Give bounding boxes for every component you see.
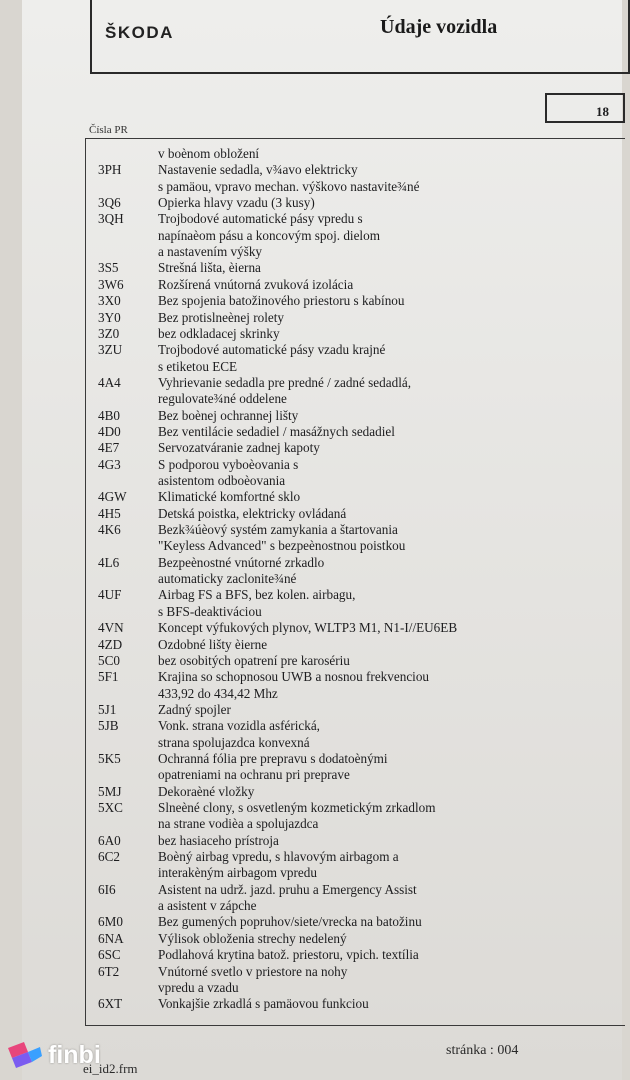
table-row xyxy=(0,342,540,358)
pr-code: 4E7 xyxy=(98,440,120,456)
table-row xyxy=(0,440,540,456)
table-row-continuation xyxy=(0,980,540,996)
table-row xyxy=(0,833,540,849)
table-row-continuation xyxy=(0,816,540,832)
table-row xyxy=(0,260,540,276)
pr-description: Bez ventilácie sedadiel / masážnych sedadiel xyxy=(158,423,395,439)
pr-code: 4UF xyxy=(98,587,122,603)
pr-code: 3Q6 xyxy=(98,195,121,211)
pr-description: na strane vodièa a spolujazdca xyxy=(158,816,319,832)
table-row xyxy=(0,457,540,473)
table-row xyxy=(0,195,540,211)
pr-code: 3Y0 xyxy=(98,309,121,325)
table-row xyxy=(0,800,540,816)
pr-description: bez osobitých opatrení pre karosériu xyxy=(158,652,350,668)
pr-description: Boèný airbag vpredu, s hlavovým airbagom a xyxy=(158,849,399,865)
pr-description: Dekoraèné vložky xyxy=(158,783,255,799)
pr-description: Slneèné clony, s osvetleným kozmetickým zrkadlom xyxy=(158,800,436,815)
pr-code: 3Z0 xyxy=(98,325,120,341)
pr-description: 433,92 do 434,42 Mhz xyxy=(158,685,278,701)
pr-description: Vyhrievanie sedadla pre predné / zadné sedadlá, xyxy=(158,374,412,390)
pr-description: Ozdobné lišty èierne xyxy=(158,636,268,652)
table-row-continuation xyxy=(0,865,540,881)
table-row xyxy=(0,587,540,603)
table-row-continuation xyxy=(0,473,540,489)
pr-code: 3PH xyxy=(98,162,122,178)
table-row xyxy=(0,653,540,669)
table-row xyxy=(0,751,540,767)
table-row xyxy=(0,162,540,178)
pr-description: Bez protislneènej rolety xyxy=(158,309,284,325)
pr-description: Vonkajšie zrkadlá s pamäovou funkciou xyxy=(158,996,369,1012)
pr-description: Airbag FS a BFS, bez kolen. airbagu, xyxy=(158,587,356,603)
table-row-continuation xyxy=(0,735,540,751)
pr-description: Koncept výfukových plynov, WLTP3 M1, N1-I//EU6EB xyxy=(158,620,458,636)
pr-description: Ochranná fólia pre prepravu s dodatoènými xyxy=(158,750,388,766)
pr-code: 3W6 xyxy=(98,276,124,292)
table-row xyxy=(0,914,540,930)
pr-description: bez odkladacej skrinky xyxy=(158,325,280,341)
table-row xyxy=(0,637,540,653)
pr-code: 6C2 xyxy=(98,849,120,865)
table-row-continuation xyxy=(0,244,540,260)
pr-code: 3S5 xyxy=(98,260,119,276)
finbi-logo-icon xyxy=(6,1040,44,1070)
pr-description: automaticky zaclonite¾né xyxy=(158,571,297,587)
table-row xyxy=(0,964,540,980)
pr-description: s BFS-deaktiváciou xyxy=(158,603,262,619)
table-row xyxy=(0,408,540,424)
pr-code: 6A0 xyxy=(98,832,121,848)
table-row xyxy=(0,784,540,800)
pr-code: 5MJ xyxy=(98,783,122,799)
pr-code: 5F1 xyxy=(98,669,119,685)
pr-code: 4L6 xyxy=(98,554,120,570)
table-row-continuation xyxy=(0,391,540,407)
watermark-text: finbi xyxy=(48,1040,101,1069)
footer-filename: ei_id2.frm xyxy=(83,1061,138,1076)
pr-code: 6I6 xyxy=(98,881,116,897)
pr-description: bez hasiaceho prístroja xyxy=(158,832,279,848)
column-label-pr-codes: Čísla PR xyxy=(89,124,128,136)
table-row xyxy=(0,882,540,898)
pr-description: Bezk¾úèový systém zamykania a štartovania xyxy=(158,522,398,538)
pr-code: 6SC xyxy=(98,947,121,963)
pr-code: 4D0 xyxy=(98,423,121,439)
pr-description: Asistent na udrž. jazd. pruhu a Emergency Assist xyxy=(158,881,417,897)
table-row xyxy=(0,522,540,538)
pr-description: vpredu a vzadu xyxy=(158,979,239,995)
pr-description: Podlahová krytina batož. priestoru, vpich. textília xyxy=(158,947,419,963)
table-row-continuation xyxy=(0,538,540,554)
brand-logo-text: ŠKODA xyxy=(105,23,174,42)
pr-description: Nastavenie sedadla, v¾avo elektricky xyxy=(158,162,358,178)
pr-code: 6XT xyxy=(98,996,123,1012)
pr-code: 4GW xyxy=(98,489,127,505)
pr-code: 4ZD xyxy=(98,636,123,652)
table-row xyxy=(0,277,540,293)
pr-code: 3ZU xyxy=(98,342,123,358)
pr-code: 4A4 xyxy=(98,374,121,390)
pr-description: S podporou vyboèovania s xyxy=(158,456,299,472)
pr-description: Vonk. strana vozidla asférická, xyxy=(158,718,320,734)
table-row-continuation xyxy=(0,571,540,587)
pr-code: 6NA xyxy=(98,930,124,946)
table-row xyxy=(0,931,540,947)
pr-description: Detská poistka, elektricky ovládaná xyxy=(158,505,347,521)
pr-description: Krajina so schopnosou UWB a nosnou frekvenciou xyxy=(158,669,430,685)
table-row xyxy=(0,669,540,685)
pr-code: 4B0 xyxy=(98,407,120,423)
table-row xyxy=(0,555,540,571)
pr-description: regulovate¾né oddelene xyxy=(158,391,287,407)
pr-code: 4VN xyxy=(98,620,124,636)
pr-code: 6T2 xyxy=(98,963,120,979)
pr-description: Bez spojenia batožinového priestoru s kabínou xyxy=(158,293,405,309)
table-row xyxy=(0,718,540,734)
table-row xyxy=(0,424,540,440)
table-row xyxy=(0,375,540,391)
pr-description: a nastavením výšky xyxy=(158,244,263,260)
table-row xyxy=(0,326,540,342)
pr-description: Trojbodové automatické pásy vpredu s xyxy=(158,211,363,227)
table-row xyxy=(0,849,540,865)
table-row xyxy=(0,996,540,1012)
page-number-box xyxy=(545,93,625,123)
table-row xyxy=(0,506,540,522)
pr-description: a asistent v zápche xyxy=(158,898,257,914)
table-row xyxy=(0,211,540,227)
table-row-continuation xyxy=(0,359,540,375)
pr-description: Klimatické komfortné sklo xyxy=(158,489,301,505)
pr-description: opatreniami na ochranu pri preprave xyxy=(158,767,350,783)
pr-code: 3X0 xyxy=(98,293,121,309)
pr-description: s etiketou ECE xyxy=(158,358,238,374)
table-row xyxy=(0,310,540,326)
pr-code: 4G3 xyxy=(98,456,121,472)
pr-code: 6M0 xyxy=(98,914,123,930)
table-row xyxy=(0,620,540,636)
table-row-continuation xyxy=(0,767,540,783)
table-row-continuation xyxy=(0,898,540,914)
table-row xyxy=(0,702,540,718)
table-row xyxy=(0,293,540,309)
pr-description: Trojbodové automatické pásy vzadu krajné xyxy=(158,342,386,358)
pr-description: napínaèom pásu a koncovým spoj. dielom xyxy=(158,227,380,243)
pr-code: 3QH xyxy=(98,211,124,227)
page-label: stránka : 004 xyxy=(446,1043,519,1058)
table-row-continuation xyxy=(0,228,540,244)
table-row xyxy=(0,146,540,162)
pr-code: 4K6 xyxy=(98,522,121,538)
pr-description: Vnútorné svetlo v priestore na nohy xyxy=(158,963,348,979)
pr-description: Servozatváranie zadnej kapoty xyxy=(158,440,320,456)
watermark xyxy=(6,1038,101,1072)
table-row-continuation xyxy=(0,686,540,702)
pr-description: Zadný spojler xyxy=(158,701,231,717)
pr-description: Strešná lišta, èierna xyxy=(158,260,261,276)
pr-description: interakèným airbagom vpredu xyxy=(158,865,317,881)
table-row xyxy=(0,489,540,505)
pr-code: 5K5 xyxy=(98,750,121,766)
pr-code: 5C0 xyxy=(98,652,120,668)
pr-description: Rozšírená vnútorná zvuková izolácia xyxy=(158,276,354,292)
document-title: Údaje vozidla xyxy=(380,16,498,38)
pr-code: 5JB xyxy=(98,718,119,734)
table-row-continuation xyxy=(0,179,540,195)
pr-description: Bezpeènostné vnútorné zrkadlo xyxy=(158,554,325,570)
pr-description: Bez boènej ochrannej lišty xyxy=(158,407,299,423)
page-number-partial: 18 xyxy=(596,104,609,119)
pr-description: "Keyless Advanced" s bezpeènostnou poistkou xyxy=(158,538,406,554)
pr-description: asistentom odboèovania xyxy=(158,473,286,488)
pr-code: 5J1 xyxy=(98,701,117,717)
pr-description: v boènom obložení xyxy=(158,146,260,161)
pr-description: Výlisok obloženia strechy nedelený xyxy=(158,930,347,946)
pr-description: Bez gumených popruhov/siete/vrecka na batožinu xyxy=(158,914,422,930)
pr-description: strana spolujazdca konvexná xyxy=(158,734,310,750)
pr-description: s pamäou, vpravo mechan. výškovo nastavite¾né xyxy=(158,178,420,194)
table-row-continuation xyxy=(0,604,540,620)
pr-code: 4H5 xyxy=(98,505,121,521)
pr-description: Opierka hlavy vzadu (3 kusy) xyxy=(158,195,315,211)
pr-code: 5XC xyxy=(98,800,123,815)
table-row xyxy=(0,947,540,963)
